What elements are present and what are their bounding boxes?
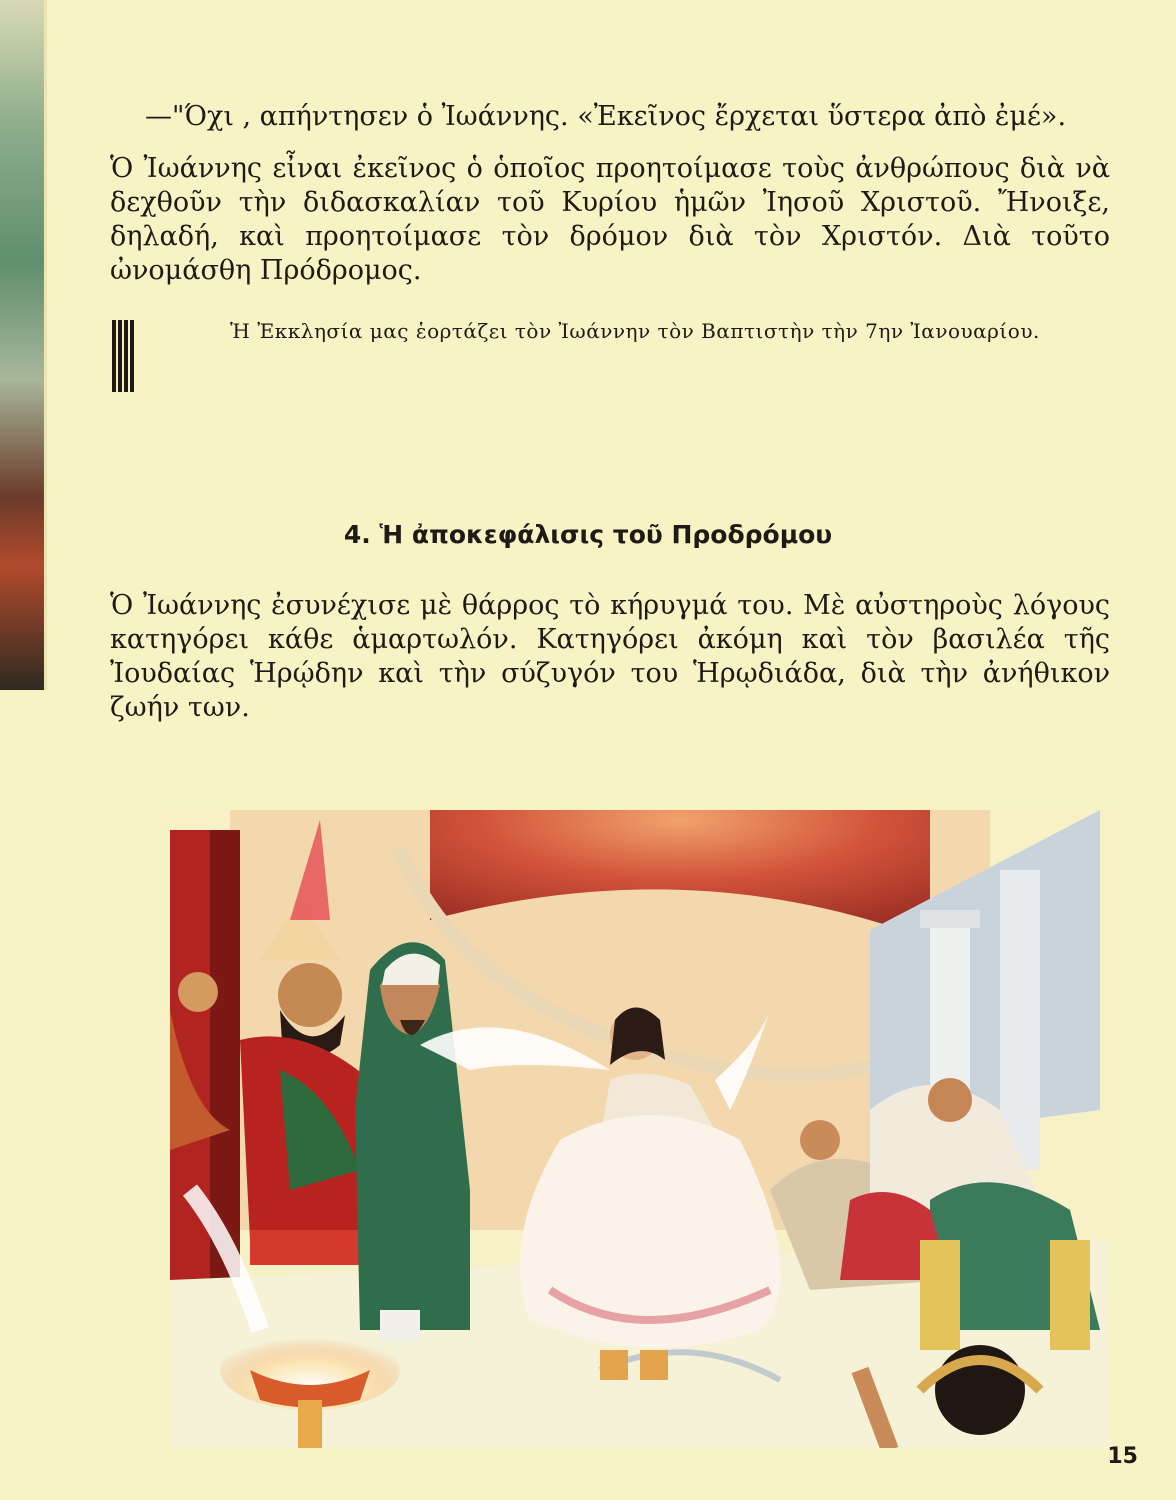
paragraph-2: Ὁ Ἰωάννης εἶναι ἐκεῖνος ὁ ὁποῖος προητοίμασε τοὺς ἀνθρώπους διὰ νὰ δεχθοῦν τὴν διδασκαλίαν τοῦ Κυρίου ἡμῶν Ἰησοῦ Χριστοῦ. Ἤνοιξε, δηλαδή, καὶ προητοίμασε τὸν δρόμον διὰ τὸν Χριστόν. Διὰ τοῦτο ὠνομάσθη Πρόδρομος. [110, 153, 1110, 286]
page-number: 15 [1107, 1444, 1138, 1469]
note-bars-icon [112, 320, 134, 392]
paragraph-1: —"Όχι , απήντησεν ὁ Ἰωάννης. «Ἐκεῖνος ἔρχεται ὕστερα ἀπὸ ἐμέ». [145, 101, 1067, 132]
section-heading: 4. Ἡ ἀποκεφάλισις τοῦ Προδρόμου [343, 520, 833, 549]
paragraph-3: Ὁ Ἰωάννης ἐσυνέχισε μὲ θάρρος τὸ κήρυγμά του. Μὲ αὐστηροὺς λόγους κατηγόρει κάθε ἁμαρτωλόν. Κατηγόρει ἀκόμη καὶ τὸν βασιλέα τῆς Ἰουδαίας Ἡρῴδην καὶ τὴν σύζυγόν του Ἡρῳδιάδα, διὰ τὴν ἀνήθικον ζωήν των. [110, 590, 1110, 723]
left-edge-border [44, 0, 47, 690]
feast-day-note: Ἡ Ἐκκλησία μας ἑορτάζει τὸν Ἰωάννην τὸν Βαπτιστὴν τὴν 7ην Ἰανουαρίου. [230, 319, 1040, 343]
left-edge-illustration-strip [0, 0, 44, 690]
salome-dance-illustration [170, 810, 1110, 1450]
